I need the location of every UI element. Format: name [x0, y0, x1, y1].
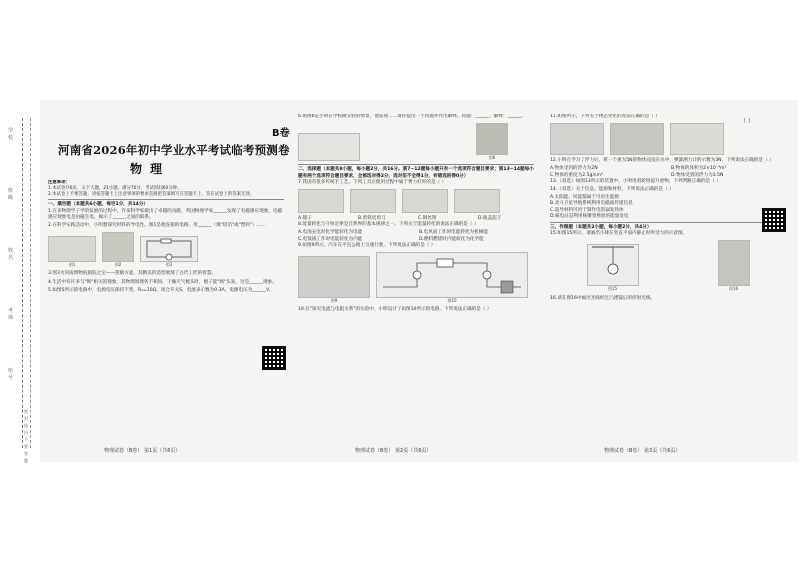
paper-version-badge: B卷 — [272, 128, 290, 139]
question-2: 2.在科学实践活动中，小明想探究材料的导电性。图1是他连接的电路，用______（填"铝箔"或"塑料"）…… — [48, 223, 266, 228]
binding-notice: 密封线内不要答题 — [24, 409, 28, 463]
binding-label-room: 考场 — [8, 308, 14, 321]
binding-label-school: 学校 — [8, 128, 14, 141]
circuit-diagram — [377, 253, 527, 297]
option: B.电风扇工作时电能转化为机械能 — [419, 230, 488, 236]
binding-label-name: 姓名 — [8, 248, 14, 261]
figure-16-photo — [718, 240, 750, 286]
option: C.电饭锅工作时电能转化为内能 — [298, 236, 363, 242]
option: C.钢丝钳 — [418, 216, 437, 222]
question-15: 15.如图15所示，请画出小球在竖直平面内静止时所受力的示意图。 — [550, 231, 688, 237]
binding-line — [22, 118, 23, 448]
option: D.物体受到的浮力为3.5N — [671, 172, 724, 178]
section-heading: 二、选择题（本题共8小题，每小题2分，共16分。第7~12题每小题只有一个选项符合题目要求；第13~14题每小题有两个选项符合题目要求，全部选对得2分，选对但不全得1分，有错选的得0分） — [298, 167, 534, 179]
question-10: 10.在"探究电流与电阻关系"的实验中，小明设计了如图10所示的电路，下列说法正确的是（ ） — [298, 307, 492, 313]
section-heading: 三、作图题（本题共2小题，每小题2分，共4分） — [550, 225, 652, 231]
notes-item: 1.本试卷共6页，五个大题，21小题，满分70分，考试时间60分钟。 — [48, 185, 182, 191]
question-16: 16.请在图16中画出光线经过凸透镜后的折射光线。 — [550, 295, 656, 301]
notes-heading: 注意事项： — [48, 180, 70, 185]
circuit-diagram — [141, 237, 197, 261]
figure-6-image — [298, 133, 360, 161]
option: C.物体的密度为2.5g/cm³ — [550, 172, 603, 178]
figure-caption: 图9 — [330, 298, 338, 304]
question-14: 14.（双选）关于信息、能源和材料，下列说法正确的是（ ） — [550, 187, 674, 193]
options-q14 — [550, 195, 786, 220]
figure-row — [550, 240, 786, 292]
options-q8 — [298, 230, 534, 242]
question-11: 11.如图所示，下列关于物态变化的说法正确的是（ ） — [550, 114, 660, 119]
figure-row — [48, 232, 284, 268]
tool-shears-image — [350, 189, 396, 213]
figure-9-photo — [298, 256, 370, 298]
tool-opener-image — [454, 189, 500, 213]
binding-label-class: 班级 — [8, 188, 14, 201]
section-heading: 一、填空题（本题共6小题，每空1分，共14分） — [48, 202, 149, 208]
option: D.核电站是利用核聚变释放的能量发电 — [550, 213, 629, 219]
figure-6-photo — [476, 123, 508, 155]
page-2-column — [298, 114, 534, 446]
figure-10-circuit — [376, 252, 528, 298]
tool-tweezers-image — [298, 189, 344, 213]
qr-code-icon — [762, 208, 786, 232]
figure-11c-photo — [670, 123, 724, 155]
exam-title: 河南省2026年初中学业水平考试临考预测卷 — [58, 143, 290, 157]
page-footer: 物理试卷（B卷） 第3页（共6页） — [604, 448, 681, 454]
figure-2-image — [102, 232, 134, 262]
option: A.电池充电时化学能转化为电能 — [298, 230, 363, 236]
subject-title: 物理 — [130, 162, 171, 176]
divider — [48, 199, 284, 200]
figure-3-circuit — [140, 236, 198, 262]
options-q12 — [550, 166, 786, 178]
option: D.瓶盖起子 — [478, 216, 502, 222]
answer-parens: （ ） — [740, 118, 754, 125]
page-1-column — [48, 180, 284, 448]
option: B.剪铁皮剪刀 — [358, 216, 386, 222]
divider — [550, 222, 786, 223]
binding-margin — [6, 118, 36, 463]
option: A.物体受到的浮力为2N — [550, 166, 598, 172]
page-3-column — [550, 114, 786, 446]
option: B.物体的体积为2×10⁻⁴m³ — [671, 166, 727, 172]
option: C.超导材料可用于制作电饭锅发热体 — [550, 207, 624, 213]
divider — [298, 164, 534, 165]
page-footer: 物理试卷（B卷） 第1页（共6页） — [104, 448, 181, 454]
figure-caption: 图2 — [114, 262, 122, 268]
figure-row — [550, 123, 786, 155]
figure-15-diagram — [587, 244, 639, 286]
question-9: 9.如图9所示，汽车在平直公路上匀速行驶，下列说法正确的是（ ） — [298, 242, 436, 248]
qr-code-icon — [262, 346, 286, 370]
figure-caption: 图6 — [488, 155, 496, 161]
figure-caption: 图16 — [728, 286, 739, 292]
notes-item: 2.本试卷上不要答题，请按答题卡上注意事项的要求直接把答案填写在答题卡上。答在试卷上的答案无效。 — [48, 191, 255, 197]
page-footer: 物理试卷（B卷） 第2页（共6页） — [355, 448, 432, 454]
question-6: 6.如图6是小明在学校做实验的情景，他发现……请你提出一个问题并作出解释。问题：______；解释：______。 — [298, 114, 526, 119]
force-diagram — [588, 245, 638, 285]
question-4: 4.生活中有许多与"吸"相关的现象，其物理原理各不相同。干燥天气梳头时，梳子能"吸"头发，这是______现象。 — [48, 279, 277, 285]
figure-row — [298, 123, 534, 161]
figure-caption: 图15 — [607, 286, 618, 292]
option: D.燃料燃烧时内能转化为化学能 — [419, 236, 484, 242]
question-3: 3.图3为河南博物院镇院之宝——莲鹤方壶，其精美的造型展现了古代工匠的智慧。 — [48, 271, 217, 277]
question-5: 5.如图5所示的电路中，电源电压保持不变。R₁=10Ω，闭合开关S，电流表示数为0.3A，电源电压为______V。 — [48, 287, 274, 293]
option: A.镊子 — [298, 216, 312, 222]
figure-1-image — [48, 236, 96, 262]
question-13: 13.（双选）如图13所示的装置中，小明用滑轮组提升重物，下列判断正确的是（ ） — [550, 178, 721, 184]
option: B.北斗卫星导航系统利用电磁波传递信息 — [550, 201, 633, 207]
option: A.太阳能、风能都属于可再生能源 — [550, 195, 619, 201]
question-7: 7.我国有很多传统手工艺。下列工具在使用过程中属于费力杠杆的是（ ） — [298, 179, 447, 185]
notes-block — [48, 180, 284, 197]
question-1: 1.在多物理学子学的发展的过程中，许多科学家做出了卓越的贡献。英国物理学家______发现了电磁感应现象，电磁感应现象电是由磁生电，揭示了______之间的联系。 — [48, 208, 283, 220]
binding-label-seat: 座号 — [8, 368, 14, 381]
figure-caption: 图1 — [68, 262, 76, 268]
binding-line — [30, 118, 31, 448]
question-8: 8.能量转化与守恒定律是自然界的基本规律之一。下列关于能量转化的说法正确的是（ ） — [298, 222, 479, 228]
figure-caption: 图10 — [447, 298, 457, 304]
figure-row — [298, 252, 534, 304]
figure-caption: 图3 — [165, 262, 173, 268]
question-12: 12.小明在学习了浮力后，将一个重为5N的物体浸没在水中，弹簧测力计的示数为3N，下列说法正确的是（ ） — [550, 158, 774, 164]
tool-pliers-image — [402, 189, 448, 213]
figure-11a-photo — [550, 123, 604, 155]
figure-11b-photo — [610, 123, 664, 155]
figure-row — [298, 189, 534, 213]
